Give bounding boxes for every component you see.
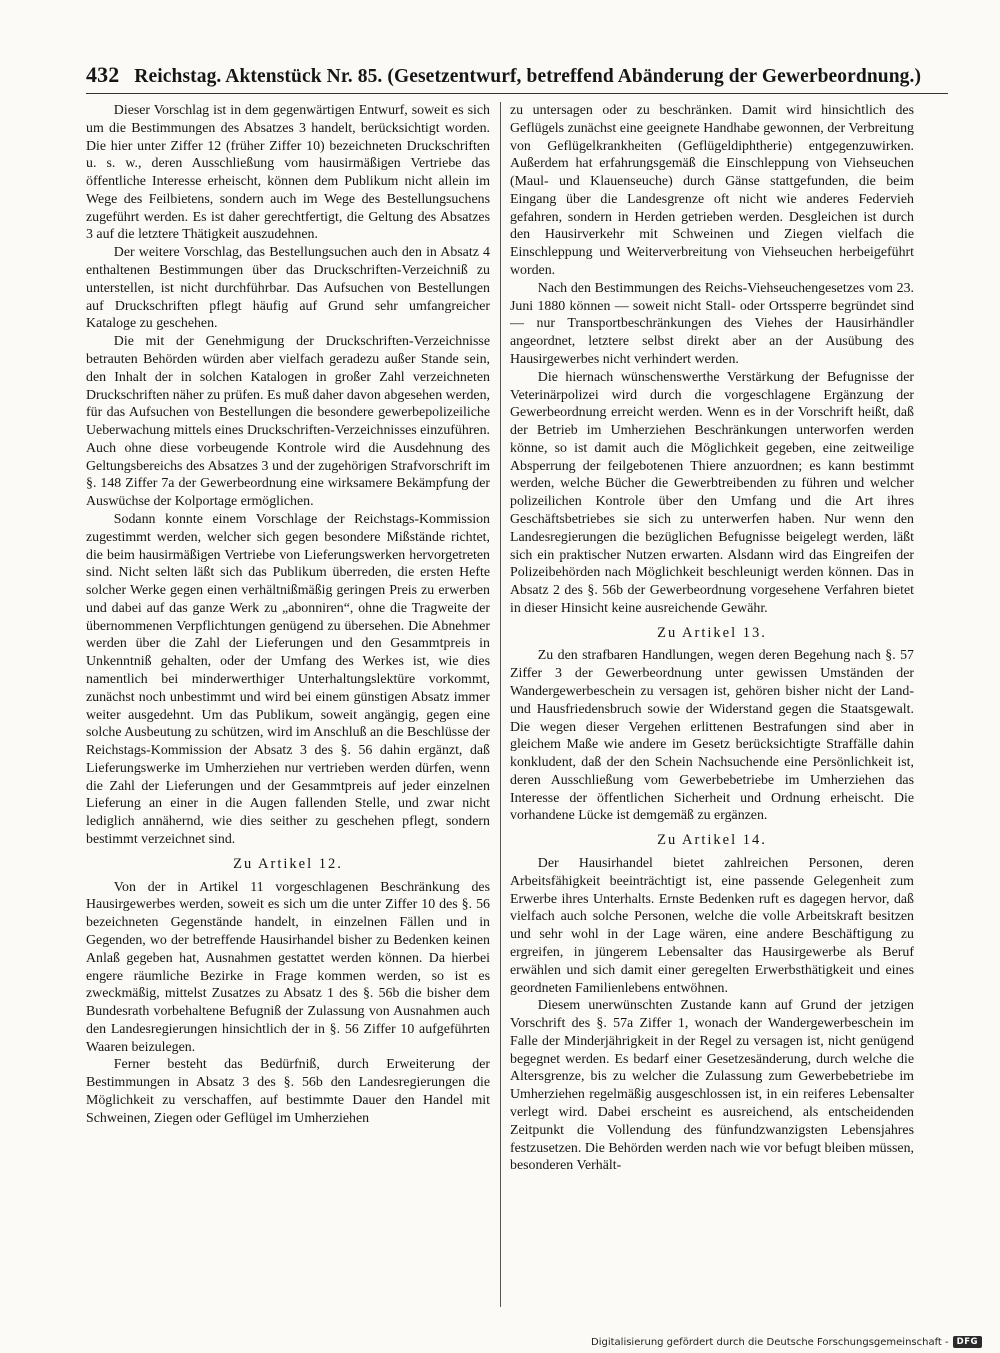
credit-text: Digitalisierung gefördert durch die Deutsche Forschungsgemeinschaft - <box>591 1336 949 1348</box>
header-rule <box>86 93 948 94</box>
paragraph: Die mit der Genehmigung der Druckschriften-Verzeichnisse betrauten Behörden würden aber vielfach geradezu außer Stande sein, den Inhalt der in solchen Katalogen in großer Zahl verzeichneten Druckschriften näher zu prüfen. Es muß daher davon abgesehen werden, für das Aufsuchen von Bestellungen die besondere gewerbepolizeiliche Ueberwachung mittels eines Druckschriften-Verzeichnisses einzuführen. Auch ohne diese vorbeugende Kontrole wird die Ausdehnung des Geltungsbereichs des Absatzes 3 und der zugehörigen Strafvorschrift im §. 148 Ziffer 7a der Gewerbeordnung eine wirksamere Bekämpfung der Auswüchse der Kolportage ermöglichen. <box>86 334 490 510</box>
section-heading-artikel-12: Zu Artikel 12. <box>233 855 343 872</box>
column-divider <box>500 102 501 1307</box>
right-column <box>510 102 914 1175</box>
paragraph: Zu den strafbaren Handlungen, wegen deren Begehung nach §. 57 Ziffer 3 der Gewerbeordnung unter gewissen Umständen der Wandergewerbeschein zu versagen ist, gehören bisher nicht der Land- und Hausfriedensbruch sowie der Widerstand gegen die Staatsgewalt. Die wegen dieser Vergehen erlittenen Bestrafungen sind aber in gleichem Maße wie andere im Gesetz berücksichtigte Straffälle dahin konkludent, daß der den Schein Nachsuchende eine Persönlichkeit ist, deren Ausschließung vom Gewerbebetriebe im Umherziehen das Interesse der öffentlichen Sicherheit und Ordnung erheischt. Die vorhandene Lücke ist demgemäß zu ergänzen. <box>510 648 914 824</box>
section-heading-artikel-14: Zu Artikel 14. <box>657 832 767 849</box>
paragraph: Ferner besteht das Bedürfniß, durch Erweiterung der Bestimmungen in Absatz 3 des §. 56b den Landesregierungen die Möglichkeit zu verschaffen, auf bestimmte Dauer den Handel mit Schweinen, Ziegen oder Geflügel im Umherziehen <box>86 1057 490 1126</box>
paragraph: Sodann konnte einem Vorschlage der Reichstags-Kommission zugestimmt werden, welcher sich gegen besondere Mißstände richtet, die beim hausirmäßigen Vertriebe von Lieferungswerken hervorgetreten sind. Nicht selten läßt sich das Publikum überreden, die ersten Hefte solcher Werke gegen einen verhältnißmäßig geringen Preis zu erwerben und dabei auf das ganze Werk zu „abonniren“, ohne die Tragweite der übernommenen Verpflichtungen genügend zu übersehen. Die Abnehmer werden über die Zahl der Lieferungen und den Gesammtpreis in Unkenntniß gehalten, oder der Umfang des Werkes ist, wie dies namentlich bei minderwerthiger Unterhaltungslektüre vorkommt, zunächst noch unbestimmt und wird bei einem günstigen Absatz immer weiter ausgedehnt. Um das Publikum, soweit angängig, gegen eine solche Ausbeutung zu schützen, wird im Anschluß an die Beschlüsse der Reichstags-Kommission der Absatz 3 des §. 56 dahin ergänzt, daß Lieferungswerke im Umherziehen nur vertrieben werden dürfen, wenn die Zahl der Lieferungen und der Gesammtpreis auf jeder einzelnen Lieferung an einer in die Augen fallenden Stelle, und zwar nicht lediglich annähernd, wie dies seither zu geschehen pflegt, sondern bestimmt verzeichnet sind. <box>86 511 490 848</box>
paragraph: Der weitere Vorschlag, das Bestellungsuchen auch den in Absatz 4 enthaltenen Bestimmungen über das Druckschriften-Verzeichniß zu unterstellen, ist nicht durchführbar. Das Aufsuchen von Bestellungen auf Druckschriften pflegt häufig auf Grund sehr umfangreicher Kataloge zu geschehen. <box>86 245 490 332</box>
paragraph: Von der in Artikel 11 vorgeschlagenen Beschränkung des Hausirgewerbes werden, soweit es sich um die unter Ziffer 10 des §. 56 bezeichneten Gegenstände handelt, in einzelnen Fällen und in Gegenden, wo der betreffende Hausirhandel bisher zu Bedenken keinen Anlaß gegeben hat, Ausnahmen gestattet werden können. Da hierbei engere räumliche Bezirke in Frage kommen werden, so ist es zweckmäßig, mittelst Zusatzes zu Absatz 1 des §. 56b die bisher dem Bundesrath vorbehaltene Befugniß der Zulassung von Ausnahmen auch den Landesregierungen hinsichtlich der in §. 56 Ziffer 10 aufgeführten Waaren beizulegen. <box>86 879 490 1055</box>
paragraph: zu untersagen oder zu beschränken. Damit wird hinsichtlich des Geflügels zunächst eine geeignete Handhabe gewonnen, der Verbreitung von Geflügelkrankheiten (Geflügeldiphtherie) entgegenzuwirken. Außerdem hat erfahrungsgemäß die Einschleppung von Viehseuchen (Maul- und Klauenseuche) durch Gänse stattgefunden, die beim Eingang über die Landesgrenze oft nicht wie anderes Federvieh gefahren, sondern in Herden getrieben werden. Desgleichen ist durch den Hausirverkehr mit Schweinen und Ziegen vielfach die Einschleppung und Weiterverbreitung von Viehseuchen herbeigeführt worden. <box>510 103 914 279</box>
dfg-logo: DFG <box>953 1336 982 1348</box>
left-column <box>86 102 490 1128</box>
header-title: Reichstag. Aktenstück Nr. 85. (Gesetzentwurf, betreffend Abänderung der Gewerbeordnung.) <box>134 66 922 87</box>
paragraph: Dieser Vorschlag ist in dem gegenwärtigen Entwurf, soweit es sich um die Bestimmungen des Absatzes 3 handelt, berücksichtigt worden. Die hier unter Ziffer 12 (früher Ziffer 10) bezeichneten Druckschriften u. s. w., deren Ausschließung vom hausirmäßigen Vertriebe das öffentliche Interesse erheischt, können dem Publikum nicht allein im Wege des Feilbietens, sondern auch im Wege des Bestellungsuchens zugeführt werden. Es ist daher gerechtfertigt, die Geltung des Absatzes 3 auf die letztere Thätigkeit auszudehnen. <box>86 103 490 243</box>
paragraph: Der Hausirhandel bietet zahlreichen Personen, deren Arbeitsfähigkeit beeinträchtigt ist, eine passende Gelegenheit zum Erwerbe ihres Unterhalts. Ernste Bedenken ruft es dagegen hervor, daß vielfach auch solche Personen, welche die volle Arbeitskraft besitzen und sehr wohl in der Lage wären, eine andere Beschäftigung zu ergreifen, in jüngerem Lebensalter das Hausirgewerbe als Beruf erwählen und sich damit einer geregelten Erwerbsthätigkeit und eines geordneten Familienlebens entwöhnen. <box>510 856 914 996</box>
page-header <box>86 62 948 92</box>
page-number: 432 <box>86 62 120 87</box>
paragraph: Die hiernach wünschenswerthe Verstärkung der Befugnisse der Veterinärpolizei wird durch die vorgeschlagene Ergänzung der Gewerbeordnung erreicht werden. Wenn es in der Vorschrift heißt, daß der Betrieb im Umherziehen Beschränkungen unterworfen werden könne, so ist damit auch die Möglichkeit gegeben, eine zeitweilige Absperrung der feilgebotenen Thiere anzuordnen; es kann bestimmt werden, welche Bücher die Gewerbtreibenden zu führen und welcher polizeilichen Kontrole über den Umfang und die Art ihres Geschäftsbetriebes sie sich zu unterwerfen haben. Nur wenn den Landesregierungen die bezüglichen Befugnisse beigelegt werden, läßt sich ein praktischer Nutzen erwarten. Alsdann wird das Eingreifen der Polizeibehörden nach Möglichkeit beschleunigt werden können. Das in Absatz 2 des §. 56b der Gewerbeordnung vorgesehene Verfahren bietet in dieser Hinsicht keine ausreichende Gewähr. <box>510 369 914 616</box>
digitization-credit <box>591 1336 982 1348</box>
paragraph: Diesem unerwünschten Zustande kann auf Grund der jetzigen Vorschrift des §. 57a Ziffer 1, wonach der Wandergewerbeschein im Falle der Minderjährigkeit in der Regel zu versagen ist, nicht genügend begegnet werden. Es bedarf einer Gesetzesänderung, durch welche die Altersgrenze, bis zu welcher die Zulassung zum Gewerbebetriebe im Umherziehen regelmäßig ausgeschlossen ist, in ein reiferes Lebensalter verlegt wird. Dabei erscheint es ausreichend, als entscheidenden Zeitpunkt die Vollendung des fünfundzwanzigsten Lebensjahres festzusetzen. Die Behörden werden nach wie vor befugt bleiben müssen, besonderen Verhält- <box>510 998 914 1174</box>
paragraph: Nach den Bestimmungen des Reichs-Viehseuchengesetzes vom 23. Juni 1880 können — soweit nicht Stall- oder Ortssperre begründet sind — nur Transportbeschränkungen des Viehes der Hausirhändler angeordnet, letztere selbst direkt aber an der Ausübung des Hausirgewerbes nicht verhindert werden. <box>510 280 914 367</box>
section-heading-artikel-13: Zu Artikel 13. <box>657 624 767 641</box>
